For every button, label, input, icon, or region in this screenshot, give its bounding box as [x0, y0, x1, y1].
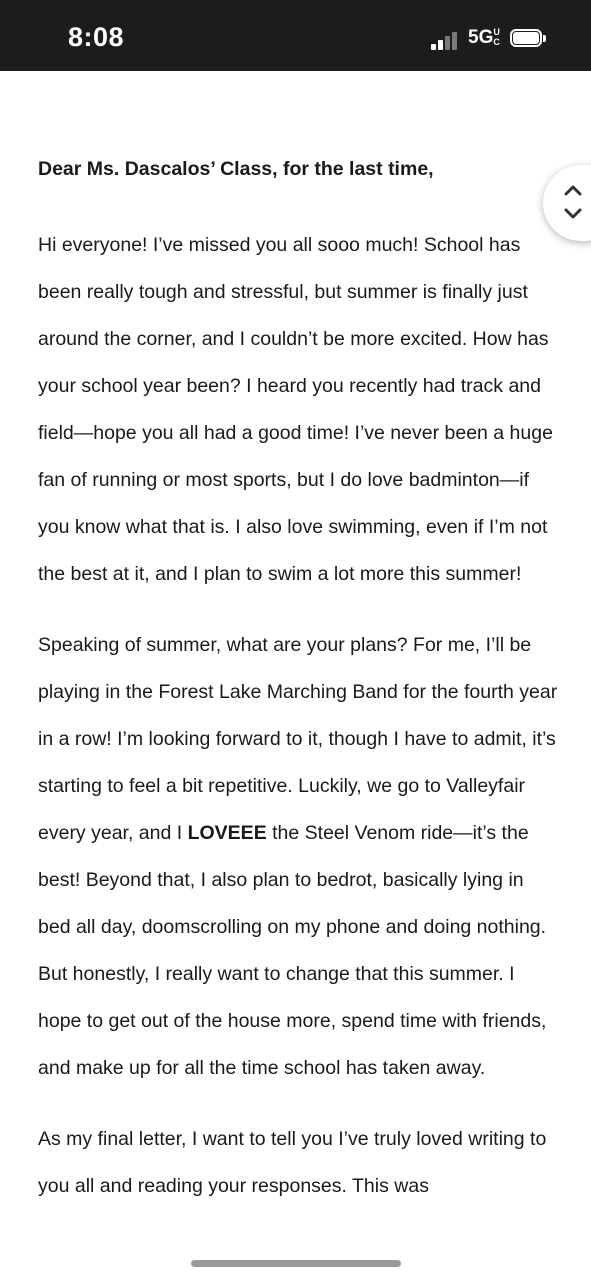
letter-paragraph: Hi everyone! I’ve missed you all sooo much! School has been really tough and stressful, but summer is finally just around the corner, and I couldn’t be more excited. How has your school year been? I heard you recently had track and field—hope you all had a good time! I’ve never been a huge fan of running or most sports, but I do love badminton—if you know what that is. I also love swimming, even if I’m not the best at it, and I plan to swim a lot more this summer!: [38, 234, 553, 585]
status-bar: [0, 0, 591, 71]
paragraph-text: Speaking of summer, what are your plans? For me, I’ll be playing in the Forest Lake Marching Band for the fourth year in a row! I’m looking forward to it, though I have to admit, it’s starting to feel a bit repetitive. Luckily, we go to Valleyfair every year, and I: [38, 634, 558, 844]
cellular-signal-icon: [431, 30, 463, 50]
letter-salutation: Dear Ms. Dascalos’ Class, for the last time,: [38, 158, 434, 180]
letter-paragraph: As my final letter, I want to tell you I’ve truly loved writing to you all and reading your responses. This was: [38, 1128, 547, 1197]
home-indicator[interactable]: [191, 1260, 401, 1267]
network-superscript: UC: [493, 27, 500, 47]
status-time: 8:08: [68, 22, 125, 52]
battery-icon: [510, 29, 546, 49]
chevron-down-icon[interactable]: [563, 207, 583, 221]
emphasis-text: LOVEEE: [187, 822, 267, 844]
network-label: 5G: [468, 27, 494, 48]
chevron-up-icon[interactable]: [563, 183, 583, 197]
paragraph-text: the Steel Venom ride—it’s the best! Beyond that, I also plan to bedrot, basically lying in bed all day, doomscrolling on my phone and doing nothing. But honestly, I really want to change that this summer. I hope to get out of the house more, spend time with friends, and make up for all the time school has taken away.: [38, 822, 547, 1079]
letter-paragraph: [38, 622, 558, 1092]
network-type: [468, 27, 503, 49]
letter-content: [38, 150, 558, 1234]
